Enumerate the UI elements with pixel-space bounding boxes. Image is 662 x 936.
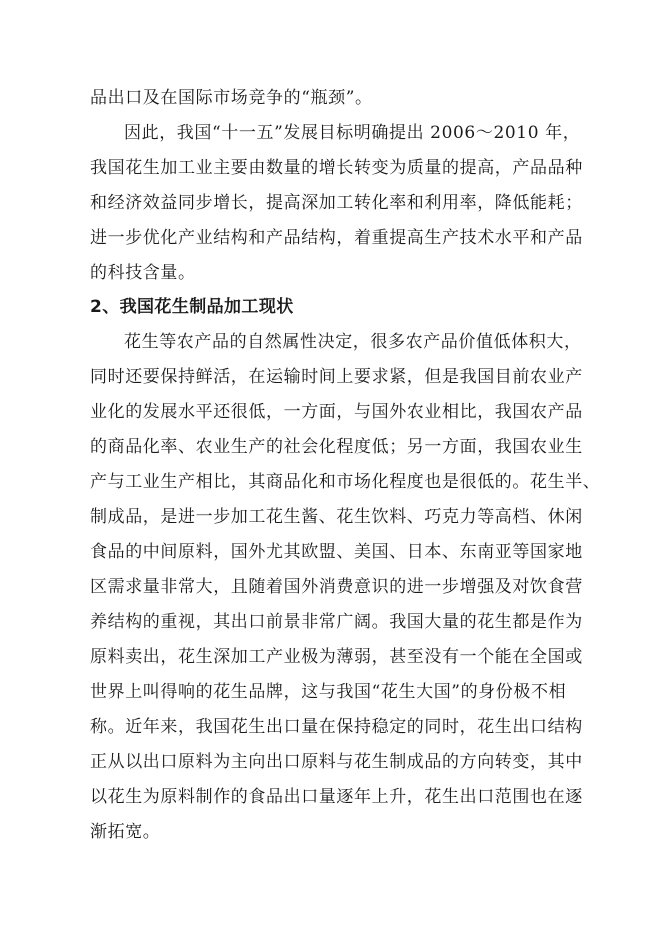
- text-line: 同时还要保持鲜活，在运输时间上要求紧，但是我国目前农业产: [90, 367, 583, 387]
- text-line: 业化的发展水平还很低，一方面，与国外农业相比，我国农产品: [90, 402, 583, 422]
- text-line: 区需求量非常大，且随着国外消费意识的进一步增强及对饮食营: [90, 577, 583, 597]
- text-line: 产与工业生产相比，其商品化和市场化程度也是很低的。花生半、: [90, 472, 601, 492]
- text-line: 以花生为原料制作的食品出口量逐年上升，花生出口范围也在逐: [90, 787, 583, 807]
- text-line: 和经济效益同步增长，提高深加工转化率和利用率，降低能耗；: [90, 193, 583, 213]
- text-line: 我国花生加工业主要由数量的增长转变为质量的提高，产品品种: [90, 158, 583, 178]
- text-line: 制成品，是进一步加工花生酱、花生饮料、巧克力等高档、休闲: [90, 507, 583, 527]
- text-line: 养结构的重视，其出口前景非常广阔。我国大量的花生都是作为: [90, 612, 583, 632]
- text-line: 正从以出口原料为主向出口原料与花生制成品的方向转变，其中: [90, 752, 583, 772]
- paragraph-first-line: 花生等农产品的自然属性决定，很多农产品价值低体积大，: [124, 332, 582, 352]
- text-line: 进一步优化产业结构和产品结构，着重提高生产技术水平和产品: [90, 228, 583, 248]
- text-line: 食品的中间原料，国外尤其欧盟、美国、日本、东南亚等国家地: [90, 542, 583, 562]
- section-heading: 2、我国花生制品加工现状: [90, 297, 294, 317]
- text-line: 品出口及在国际市场竞争的“瓶颈”。: [90, 88, 373, 108]
- paragraph-first-line: 因此，我国“十一五”发展目标明确提出 2006～2010 年，: [124, 123, 581, 143]
- text-line: 世界上叫得响的花生品牌，这与我国“花生大国”的身份极不相: [90, 682, 567, 702]
- text-line: 原料卖出，花生深加工产业极为薄弱，甚至没有一个能在全国或: [90, 647, 583, 667]
- text-line: 称。近年来，我国花生出口量在保持稳定的同时，花生出口结构: [90, 717, 583, 737]
- text-line: 的商品化率、农业生产的社会化程度低；另一方面，我国农业生: [90, 437, 583, 457]
- text-line: 渐拓宽。: [90, 822, 161, 842]
- text-line: 的科技含量。: [90, 263, 196, 283]
